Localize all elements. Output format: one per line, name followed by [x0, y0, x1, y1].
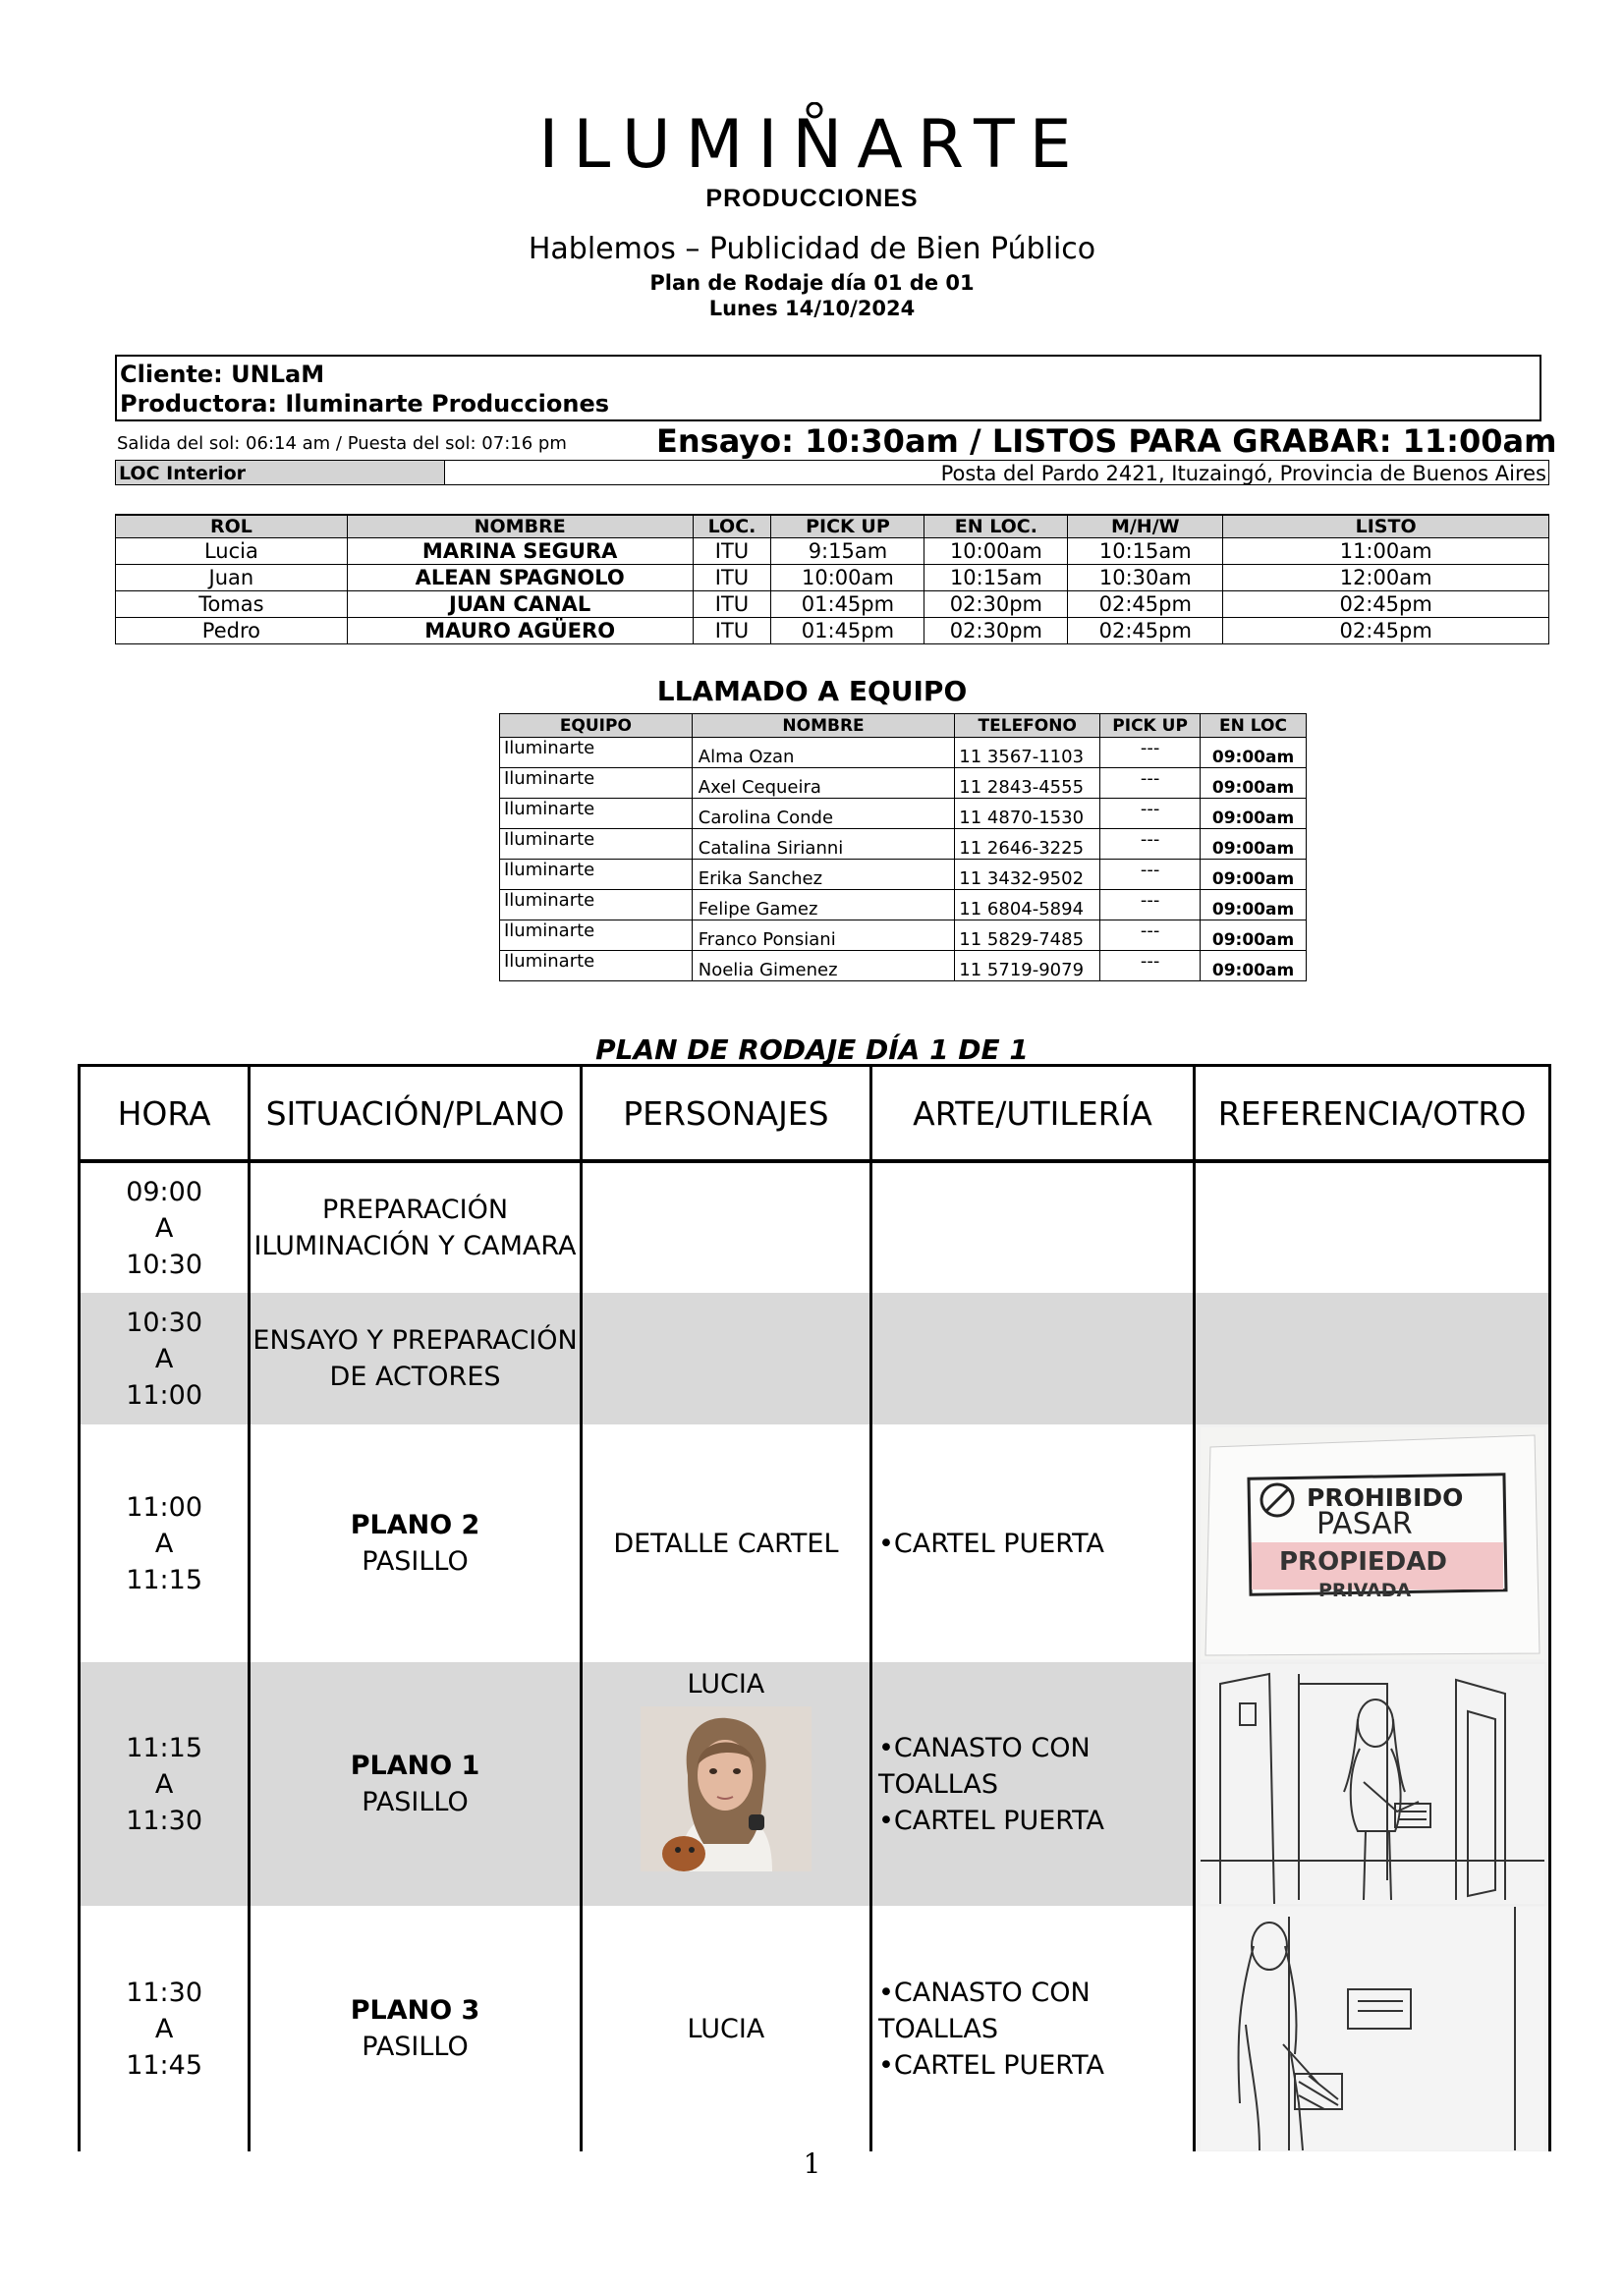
plan-table [78, 1064, 1551, 2151]
table-row [80, 1662, 1550, 1906]
crew-header: EN LOC [1201, 714, 1307, 738]
crew-telefono: 11 6804-5894 [955, 890, 1100, 920]
table-row [116, 565, 1549, 591]
personaje-name: LUCIA [687, 1669, 765, 1700]
crew-equipo: Iluminarte [500, 829, 693, 860]
hora-end: 11:15 [126, 1564, 202, 1595]
crew-telefono: 11 5829-7485 [955, 920, 1100, 951]
cast-listo: 02:45pm [1223, 591, 1549, 618]
cast-loc: ITU [693, 538, 771, 565]
plan-header-row [80, 1066, 1550, 1162]
table-row [80, 1424, 1550, 1662]
cast-table [115, 514, 1549, 644]
plan-header: ARTE/UTILERÍA [870, 1066, 1194, 1162]
table-row [500, 890, 1307, 920]
client-box [115, 355, 1541, 421]
crew-pickup: --- [1100, 799, 1201, 829]
storyboard-plano-1-image [1201, 1664, 1544, 1904]
sign-text-2: PASAR [1316, 1507, 1413, 1541]
table-row [80, 1906, 1550, 2151]
crew-nombre: Carolina Conde [692, 799, 955, 829]
sign-reference-image [1201, 1427, 1544, 1659]
lugar-label: PASILLO [362, 1787, 469, 1817]
hora-end: 11:00 [126, 1379, 202, 1411]
crew-nombre: Alma Ozan [692, 738, 955, 768]
cast-header: ROL [116, 515, 348, 538]
crew-enloc: 09:00am [1201, 860, 1307, 890]
crew-table [499, 713, 1307, 981]
cast-loc: ITU [693, 591, 771, 618]
crew-header: EQUIPO [500, 714, 693, 738]
crew-pickup: --- [1100, 829, 1201, 860]
arte-item: •CARTEL PUERTA [877, 1528, 1104, 1559]
plan-arte [870, 1662, 1194, 1906]
crew-equipo: Iluminarte [500, 799, 693, 829]
cast-enloc: 10:15am [924, 565, 1068, 591]
crew-nombre: Axel Cequeira [692, 768, 955, 799]
crew-header: PICK UP [1100, 714, 1201, 738]
cast-listo: 02:45pm [1223, 618, 1549, 644]
crew-header: NOMBRE [692, 714, 955, 738]
plan-referencia [1195, 1662, 1550, 1906]
crew-telefono: 11 3432-9502 [955, 860, 1100, 890]
company-logo [0, 102, 1624, 181]
cast-enloc: 02:30pm [924, 591, 1068, 618]
location-row [115, 460, 1549, 487]
project-title: Hablemos – Publicidad de Bien Público [528, 232, 1096, 266]
situacion-line: ENSAYO Y PREPARACIÓN [252, 1325, 578, 1356]
hora-start: 11:00 [126, 1491, 202, 1523]
logo-subtitle: PRODUCCIONES [705, 185, 919, 212]
hora-start: 09:00 [126, 1176, 202, 1207]
plano-label: PLANO 3 [350, 1995, 480, 2026]
cast-header: LOC. [693, 515, 771, 538]
crew-header-row [500, 714, 1307, 738]
actor-photo [641, 1706, 812, 1871]
location-address: Posta del Pardo 2421, Ituzaingó, Provincia de Buenos Aires [445, 460, 1549, 485]
storyboard-plano-3-image [1201, 1907, 1544, 2150]
table-row [500, 768, 1307, 799]
iluminarte-logo [518, 102, 1107, 181]
lugar-label: PASILLO [362, 1546, 469, 1577]
cast-pickup: 01:45pm [771, 591, 924, 618]
table-row [500, 951, 1307, 981]
plan-referencia [1195, 1906, 1550, 2151]
arte-item: •CANASTO CON [877, 1732, 1091, 1763]
arte-item: •CARTEL PUERTA [877, 1805, 1104, 1836]
cast-nombre: MARINA SEGURA [347, 538, 693, 565]
cast-header: NOMBRE [347, 515, 693, 538]
crew-telefono: 11 3567-1103 [955, 738, 1100, 768]
plan-situacion [250, 1424, 582, 1662]
page-number: 1 [803, 2147, 821, 2180]
plan-hora [80, 1161, 250, 1293]
crew-telefono: 11 2646-3225 [955, 829, 1100, 860]
cast-nombre: ALEAN SPAGNOLO [347, 565, 693, 591]
table-row [500, 799, 1307, 829]
cast-nombre: JUAN CANAL [347, 591, 693, 618]
cast-enloc: 10:00am [924, 538, 1068, 565]
cast-rol: Tomas [116, 591, 348, 618]
crew-enloc: 09:00am [1201, 890, 1307, 920]
plan-header: SITUACIÓN/PLANO [250, 1066, 582, 1162]
sign-text-3: PROPIEDAD [1278, 1547, 1447, 1577]
crew-pickup: --- [1100, 768, 1201, 799]
logo-text: ILUMINARTE [537, 106, 1087, 181]
table-row [500, 860, 1307, 890]
plan-situacion [250, 1293, 582, 1424]
situacion-line: ILUMINACIÓN Y CAMARA [253, 1231, 577, 1261]
hora-a: A [154, 2013, 174, 2044]
crew-enloc: 09:00am [1201, 829, 1307, 860]
crew-pickup: --- [1100, 951, 1201, 981]
table-row [116, 538, 1549, 565]
arte-item: TOALLAS [877, 2013, 999, 2044]
sign-text-4: PRIVADA [1317, 1580, 1411, 1601]
plan-hora [80, 1293, 250, 1424]
crew-equipo: Iluminarte [500, 768, 693, 799]
ensayo-times: Ensayo: 10:30am / LISTOS PARA GRABAR: 11:00am [656, 422, 1557, 460]
crew-enloc: 09:00am [1201, 951, 1307, 981]
plan-header: PERSONAJES [581, 1066, 870, 1162]
plan-arte [870, 1906, 1194, 2151]
cast-loc: ITU [693, 565, 771, 591]
plan-referencia [1195, 1424, 1550, 1662]
crew-nombre: Franco Ponsiani [692, 920, 955, 951]
cast-mhw: 02:45pm [1068, 591, 1223, 618]
cast-pickup: 9:15am [771, 538, 924, 565]
cast-pickup: 01:45pm [771, 618, 924, 644]
table-row [116, 591, 1549, 618]
plan-arte [870, 1293, 1194, 1424]
crew-nombre: Noelia Gimenez [692, 951, 955, 981]
crew-nombre: Erika Sanchez [692, 860, 955, 890]
plan-hora [80, 1662, 250, 1906]
hora-start: 11:15 [126, 1732, 202, 1763]
crew-equipo: Iluminarte [500, 890, 693, 920]
cast-loc: ITU [693, 618, 771, 644]
hora-start: 11:30 [126, 1977, 202, 2008]
hora-a: A [154, 1528, 174, 1559]
cast-header: LISTO [1223, 515, 1549, 538]
cast-listo: 11:00am [1223, 538, 1549, 565]
lugar-label: PASILLO [362, 2032, 469, 2062]
crew-telefono: 11 2843-4555 [955, 768, 1100, 799]
producer-name: Productora: Iluminarte Producciones [120, 390, 610, 418]
plan-personajes: LUCIA [581, 1906, 870, 2151]
hora-end: 11:30 [126, 1805, 202, 1836]
plan-line: Plan de Rodaje día 01 de 01 [649, 271, 975, 295]
crew-equipo: Iluminarte [500, 860, 693, 890]
plan-personajes [581, 1662, 870, 1906]
crew-nombre: Catalina Sirianni [692, 829, 955, 860]
cast-header: M/H/W [1068, 515, 1223, 538]
crew-pickup: --- [1100, 738, 1201, 768]
plan-arte [870, 1161, 1194, 1293]
plan-header: REFERENCIA/OTRO [1195, 1066, 1550, 1162]
plano-label: PLANO 1 [350, 1751, 480, 1781]
plan-situacion [250, 1906, 582, 2151]
plan-title: PLAN DE RODAJE DÍA 1 DE 1 [595, 1033, 1029, 1066]
arte-item: •CARTEL PUERTA [877, 2049, 1104, 2081]
crew-enloc: 09:00am [1201, 768, 1307, 799]
plan-hora [80, 1906, 250, 2151]
crew-enloc: 09:00am [1201, 799, 1307, 829]
table-row [80, 1161, 1550, 1293]
crew-telefono: 11 4870-1530 [955, 799, 1100, 829]
cast-rol: Pedro [116, 618, 348, 644]
hora-end: 10:30 [126, 1249, 202, 1280]
date-line: Lunes 14/10/2024 [708, 297, 916, 320]
plan-referencia [1195, 1293, 1550, 1424]
location-label: LOC Interior [115, 460, 445, 485]
plan-hora [80, 1424, 250, 1662]
crew-equipo: Iluminarte [500, 951, 693, 981]
crew-enloc: 09:00am [1201, 738, 1307, 768]
cast-mhw: 10:30am [1068, 565, 1223, 591]
cast-header: PICK UP [771, 515, 924, 538]
plan-personajes [581, 1161, 870, 1293]
crew-equipo: Iluminarte [500, 920, 693, 951]
hora-a: A [154, 1768, 174, 1800]
crew-header: TELEFONO [955, 714, 1100, 738]
crew-telefono: 11 5719-9079 [955, 951, 1100, 981]
hora-start: 10:30 [126, 1307, 202, 1338]
cast-listo: 12:00am [1223, 565, 1549, 591]
sun-times: Salida del sol: 06:14 am / Puesta del sol: 07:16 pm [117, 433, 567, 454]
arte-item: TOALLAS [877, 1768, 999, 1800]
table-row [80, 1293, 1550, 1424]
crew-pickup: --- [1100, 860, 1201, 890]
cast-rol: Juan [116, 565, 348, 591]
plan-personajes: DETALLE CARTEL [581, 1424, 870, 1662]
table-row [500, 829, 1307, 860]
situacion-line: DE ACTORES [329, 1362, 501, 1392]
sign-text-1: PROHIBIDO [1306, 1483, 1463, 1512]
client-name: Cliente: UNLaM [120, 361, 325, 388]
plan-situacion [250, 1161, 582, 1293]
arte-item: •CANASTO CON [877, 1977, 1091, 2008]
cast-header-row [116, 515, 1549, 538]
cast-header: EN LOC. [924, 515, 1068, 538]
crew-nombre: Felipe Gamez [692, 890, 955, 920]
crew-pickup: --- [1100, 890, 1201, 920]
plan-arte [870, 1424, 1194, 1662]
cast-nombre: MAURO AGÜERO [347, 618, 693, 644]
plan-situacion [250, 1662, 582, 1906]
cast-pickup: 10:00am [771, 565, 924, 591]
cast-rol: Lucia [116, 538, 348, 565]
plan-personajes [581, 1293, 870, 1424]
situacion-line: PREPARACIÓN [321, 1195, 509, 1225]
crew-enloc: 09:00am [1201, 920, 1307, 951]
crew-equipo: Iluminarte [500, 738, 693, 768]
cast-mhw: 10:15am [1068, 538, 1223, 565]
table-row [500, 738, 1307, 768]
cast-enloc: 02:30pm [924, 618, 1068, 644]
cast-mhw: 02:45pm [1068, 618, 1223, 644]
plan-referencia [1195, 1161, 1550, 1293]
crew-title: LLAMADO A EQUIPO [656, 675, 968, 707]
plano-label: PLANO 2 [350, 1510, 480, 1540]
table-row [500, 920, 1307, 951]
hora-a: A [154, 1212, 174, 1244]
hora-a: A [154, 1343, 174, 1374]
plan-header: HORA [80, 1066, 250, 1162]
crew-pickup: --- [1100, 920, 1201, 951]
hora-end: 11:45 [126, 2049, 202, 2081]
table-row [116, 618, 1549, 644]
